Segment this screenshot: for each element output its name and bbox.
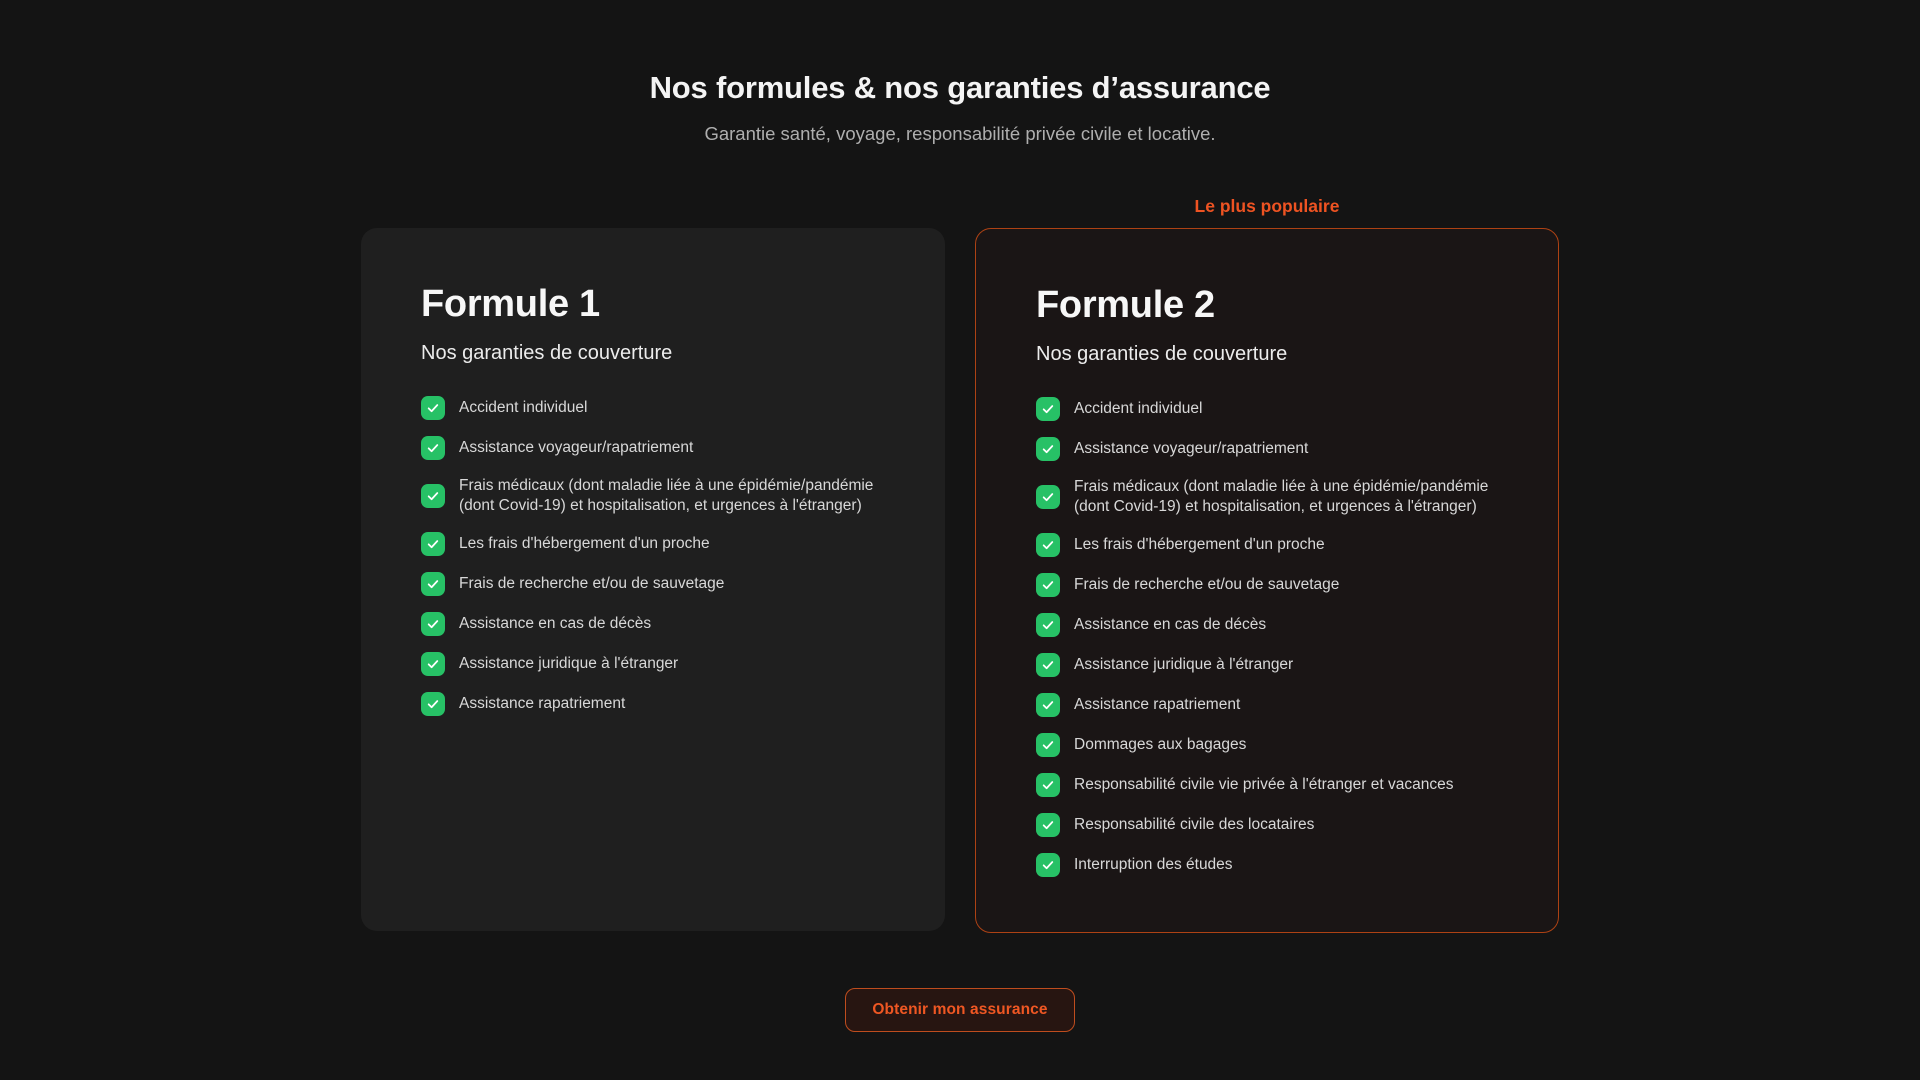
feature-label: Assistance en cas de décès	[1074, 616, 1267, 633]
feature-label: Frais médicaux (dont maladie liée à une épidémie/pandémie (dont Covid-19) et hospitalisation, et urgences à l'étranger)	[459, 477, 874, 514]
feature-item	[421, 532, 885, 556]
feature-item	[1036, 613, 1498, 637]
feature-item	[421, 612, 885, 636]
plan-coverage-title: Nos garanties de couverture	[421, 342, 673, 364]
feature-label: Assistance voyageur/rapatriement	[1074, 440, 1309, 457]
plan-card-formule-1	[361, 228, 945, 931]
checkmark-icon	[421, 572, 445, 596]
feature-item	[1036, 573, 1498, 597]
popular-badge: Le plus populaire	[1194, 196, 1340, 216]
feature-label: Les frais d'hébergement d'un proche	[459, 535, 710, 552]
feature-label: Frais médicaux (dont maladie liée à une épidémie/pandémie (dont Covid-19) et hospitalisation, et urgences à l'étranger)	[1074, 478, 1489, 515]
plan-column-formule-2	[975, 196, 1559, 933]
checkmark-icon	[421, 396, 445, 420]
checkmark-icon	[1036, 773, 1060, 797]
feature-item	[1036, 477, 1498, 517]
feature-label: Assistance voyageur/rapatriement	[459, 439, 694, 456]
feature-label: Accident individuel	[459, 399, 588, 416]
feature-label: Dommages aux bagages	[1074, 736, 1247, 753]
feature-item	[1036, 653, 1498, 677]
checkmark-icon	[1036, 533, 1060, 557]
checkmark-icon	[421, 692, 445, 716]
checkmark-icon	[1036, 573, 1060, 597]
feature-item	[421, 572, 885, 596]
feature-label: Responsabilité civile vie privée à l'étranger et vacances	[1074, 776, 1454, 793]
checkmark-icon	[1036, 485, 1060, 509]
plan-card-formule-2	[975, 228, 1559, 933]
feature-item	[1036, 853, 1498, 877]
feature-label: Accident individuel	[1074, 400, 1203, 417]
checkmark-icon	[1036, 693, 1060, 717]
feature-label: Assistance juridique à l'étranger	[459, 655, 679, 672]
feature-item	[1036, 437, 1498, 461]
feature-label: Assistance en cas de décès	[459, 615, 652, 632]
checkmark-icon	[421, 436, 445, 460]
plan-column-formule-1	[361, 228, 945, 931]
plan-coverage-title: Nos garanties de couverture	[1036, 343, 1288, 365]
feature-label: Assistance rapatriement	[459, 695, 626, 712]
feature-label: Interruption des études	[1074, 856, 1233, 873]
feature-label: Frais de recherche et/ou de sauvetage	[459, 575, 725, 592]
feature-item	[1036, 773, 1498, 797]
feature-item	[421, 396, 885, 420]
checkmark-icon	[421, 532, 445, 556]
feature-item	[421, 476, 885, 516]
checkmark-icon	[421, 652, 445, 676]
checkmark-icon	[1036, 437, 1060, 461]
checkmark-icon	[421, 484, 445, 508]
checkmark-icon	[1036, 853, 1060, 877]
feature-list	[1036, 397, 1498, 877]
feature-item	[1036, 397, 1498, 421]
page-subtitle: Garantie santé, voyage, responsabilité privée civile et locative.	[704, 123, 1216, 144]
feature-item	[1036, 693, 1498, 717]
feature-list	[421, 396, 885, 716]
checkmark-icon	[421, 612, 445, 636]
checkmark-icon	[1036, 613, 1060, 637]
plan-title: Formule 2	[1036, 284, 1215, 326]
section-header	[0, 0, 1920, 146]
cta-row	[0, 988, 1920, 1032]
feature-item	[421, 652, 885, 676]
feature-label: Frais de recherche et/ou de sauvetage	[1074, 576, 1340, 593]
feature-label: Assistance juridique à l'étranger	[1074, 656, 1294, 673]
get-insurance-button[interactable]: Obtenir mon assurance	[845, 988, 1074, 1032]
checkmark-icon	[1036, 397, 1060, 421]
feature-item	[1036, 813, 1498, 837]
plans-row	[361, 196, 1559, 933]
checkmark-icon	[1036, 653, 1060, 677]
checkmark-icon	[1036, 813, 1060, 837]
page-title: Nos formules & nos garanties d’assurance	[649, 70, 1271, 105]
plan-title: Formule 1	[421, 283, 600, 325]
feature-item	[421, 436, 885, 460]
feature-label: Les frais d'hébergement d'un proche	[1074, 536, 1325, 553]
feature-item	[1036, 733, 1498, 757]
feature-label: Responsabilité civile des locataires	[1074, 816, 1315, 833]
checkmark-icon	[1036, 733, 1060, 757]
feature-item	[1036, 533, 1498, 557]
feature-item	[421, 692, 885, 716]
feature-label: Assistance rapatriement	[1074, 696, 1241, 713]
